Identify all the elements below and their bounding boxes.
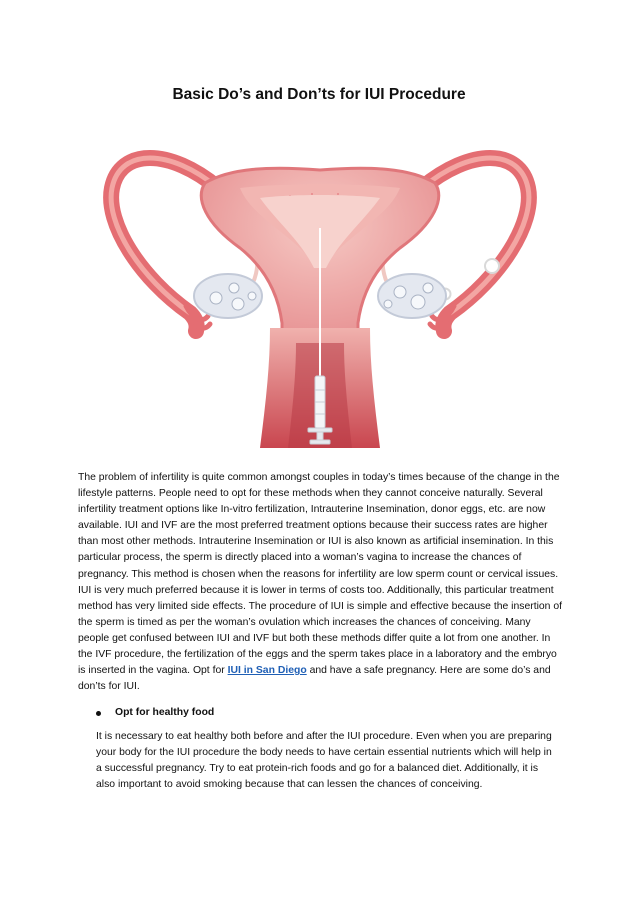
intro-paragraph [78, 470, 564, 695]
section-heading-text: Opt for healthy food [115, 707, 215, 718]
page-title: Basic Do’s and Don’ts for IUI Procedure [172, 86, 466, 103]
intro-text-after-link: and have a safe pregnancy. Here are some do’s and don’ts for IUI. [78, 665, 551, 693]
section-heading [96, 705, 556, 721]
section-paragraph: It is necessary to eat healthy both before and after the IUI procedure. Even when you are preparing your body for the IUI procedure the body needs to have certain essential nutrients which will help in a successful pregnancy. Try to eat protein-rich foods and go for a balanced diet. Additionally, it is also important to avoid smoking because that can lessen the chances of conceiving. [96, 731, 552, 791]
intro-text-before-link: The problem of infertility is quite common amongst couples in today’s times because of the change in the lifestyle patterns. People need to opt for these methods when they cannot conceive naturally. Several infertility treatment options like In-vitro fertilization, Intrauterine Insemination, donor eggs, etc. are now available. IUI and IVF are the most preferred treatment options because their success rates are higher than most other methods. Intrauterine Insemination or IUI is also known as artificial insemination. In this particular process, the sperm is directly placed into a woman’s vagina to increase the chances of pregnancy. This method is chosen when the reasons for infertility are low sperm count or cervical issues. IUI is very much preferred because it is lower in terms of costs too. Additionally, this particular treatment method has very limited side effects. The procedure of IUI is simple and effective because the insertion of the sperm is timed as per the woman’s ovulation which increases the chances of conceiving. Many people get confused between IUI and IVF but both these methods differ quite a lot from one another. In the IVF procedure, the fertilization of the eggs and the sperm takes place in a laboratory and the embryo is inserted in the vagina. Opt for [78, 472, 563, 677]
bullet-icon [96, 711, 101, 716]
iui-san-diego-link[interactable]: IUI in San Diego [227, 665, 307, 677]
uterus-iui-illustration-icon [100, 128, 540, 448]
